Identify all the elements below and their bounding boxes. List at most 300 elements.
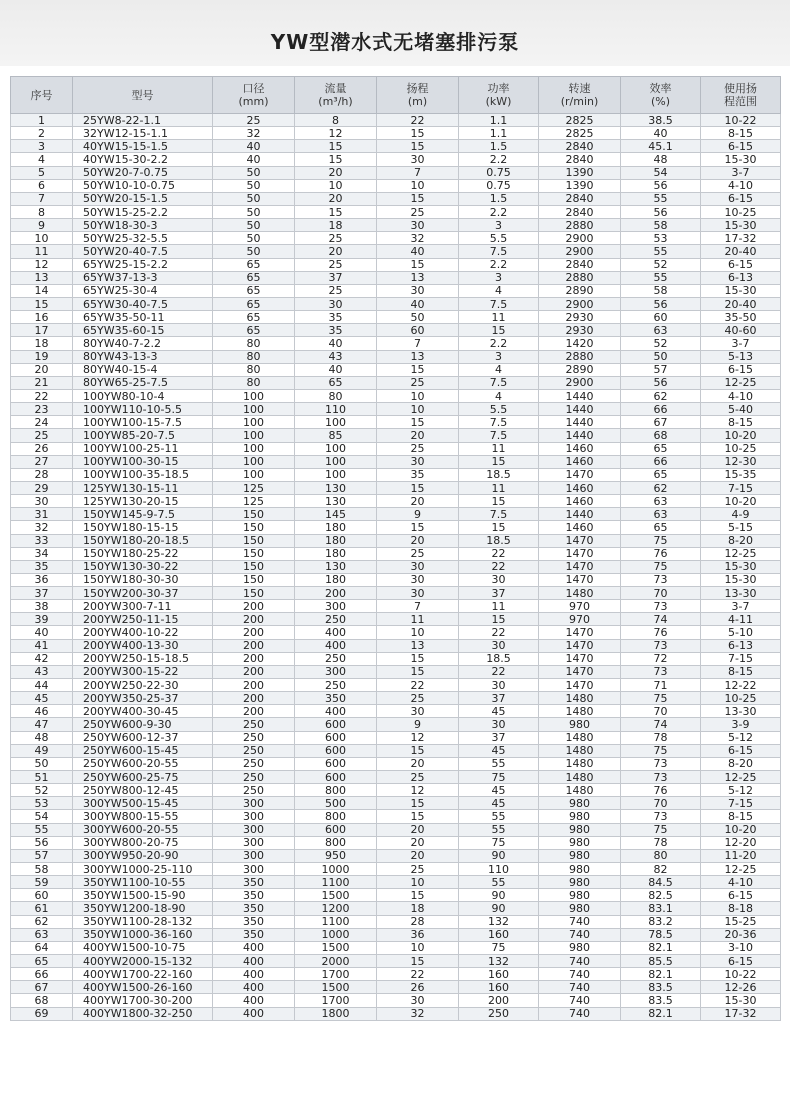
table-row	[11, 849, 781, 862]
cell-efficiency: 70	[621, 797, 701, 810]
cell-efficiency: 83.5	[621, 981, 701, 994]
cell-diameter: 400	[213, 968, 295, 981]
cell-diameter: 350	[213, 928, 295, 941]
cell-speed: 1480	[539, 744, 621, 757]
cell-diameter: 125	[213, 481, 295, 494]
table-row	[11, 245, 781, 258]
cell-speed: 2900	[539, 245, 621, 258]
cell-head: 13	[377, 271, 459, 284]
cell-efficiency: 82.1	[621, 968, 701, 981]
cell-power: 4	[459, 363, 539, 376]
cell-diameter: 100	[213, 403, 295, 416]
cell-head: 20	[377, 429, 459, 442]
cell-head-range: 10-25	[701, 692, 781, 705]
cell-flow: 100	[295, 442, 377, 455]
table-row	[11, 337, 781, 350]
table-row	[11, 626, 781, 639]
table-row	[11, 311, 781, 324]
cell-efficiency: 73	[621, 665, 701, 678]
cell-index: 67	[11, 981, 73, 994]
cell-head-range: 40-60	[701, 324, 781, 337]
table-row	[11, 324, 781, 337]
cell-head: 30	[377, 994, 459, 1007]
cell-diameter: 100	[213, 429, 295, 442]
cell-head: 20	[377, 534, 459, 547]
cell-model: 100YW100-15-7.5	[73, 416, 213, 429]
cell-efficiency: 82.1	[621, 1007, 701, 1020]
cell-speed: 2880	[539, 271, 621, 284]
cell-diameter: 65	[213, 271, 295, 284]
cell-head: 25	[377, 771, 459, 784]
cell-model: 65YW35-50-11	[73, 311, 213, 324]
table-row	[11, 403, 781, 416]
cell-efficiency: 73	[621, 600, 701, 613]
cell-head-range: 3-7	[701, 600, 781, 613]
cell-power: 55	[459, 810, 539, 823]
cell-efficiency: 63	[621, 324, 701, 337]
cell-head: 10	[377, 389, 459, 402]
cell-model: 200YW250-15-18.5	[73, 652, 213, 665]
header-col-model: 型号	[73, 77, 213, 114]
cell-head: 15	[377, 363, 459, 376]
cell-head: 25	[377, 442, 459, 455]
cell-head: 10	[377, 403, 459, 416]
cell-head-range: 8-15	[701, 665, 781, 678]
cell-head: 20	[377, 836, 459, 849]
table-row	[11, 573, 781, 586]
cell-head-range: 5-12	[701, 784, 781, 797]
cell-model: 300YW500-15-45	[73, 797, 213, 810]
cell-model: 65YW35-60-15	[73, 324, 213, 337]
cell-index: 47	[11, 718, 73, 731]
cell-efficiency: 84.5	[621, 876, 701, 889]
cell-model: 50YW10-10-0.75	[73, 179, 213, 192]
cell-head-range: 6-15	[701, 363, 781, 376]
cell-power: 75	[459, 836, 539, 849]
cell-flow: 1500	[295, 889, 377, 902]
table-row	[11, 652, 781, 665]
cell-head: 35	[377, 468, 459, 481]
cell-head: 40	[377, 245, 459, 258]
cell-head: 7	[377, 337, 459, 350]
cell-speed: 1390	[539, 166, 621, 179]
cell-flow: 30	[295, 297, 377, 310]
cell-head-range: 10-25	[701, 205, 781, 218]
table-row	[11, 429, 781, 442]
cell-model: 100YW100-25-11	[73, 442, 213, 455]
table-row	[11, 508, 781, 521]
cell-model: 150YW200-30-37	[73, 587, 213, 600]
cell-speed: 1460	[539, 442, 621, 455]
table-row	[11, 416, 781, 429]
cell-head-range: 13-30	[701, 705, 781, 718]
cell-efficiency: 73	[621, 757, 701, 770]
table-row	[11, 521, 781, 534]
cell-flow: 800	[295, 810, 377, 823]
cell-power: 7.5	[459, 508, 539, 521]
table-row	[11, 389, 781, 402]
cell-speed: 1470	[539, 665, 621, 678]
cell-speed: 2880	[539, 219, 621, 232]
table-row	[11, 1007, 781, 1020]
cell-efficiency: 82.5	[621, 889, 701, 902]
cell-model: 40YW15-15-1.5	[73, 140, 213, 153]
cell-speed: 2900	[539, 376, 621, 389]
cell-head: 20	[377, 757, 459, 770]
cell-diameter: 150	[213, 534, 295, 547]
cell-index: 54	[11, 810, 73, 823]
cell-head-range: 15-35	[701, 468, 781, 481]
cell-head: 20	[377, 495, 459, 508]
cell-diameter: 350	[213, 915, 295, 928]
cell-diameter: 150	[213, 508, 295, 521]
cell-speed: 980	[539, 902, 621, 915]
cell-head-range: 10-20	[701, 429, 781, 442]
cell-efficiency: 55	[621, 271, 701, 284]
cell-flow: 1200	[295, 902, 377, 915]
cell-flow: 1000	[295, 928, 377, 941]
cell-flow: 180	[295, 534, 377, 547]
cell-diameter: 300	[213, 836, 295, 849]
cell-efficiency: 70	[621, 705, 701, 718]
header-col-flow: 流量 (m³/h)	[295, 77, 377, 114]
cell-efficiency: 50	[621, 350, 701, 363]
cell-diameter: 100	[213, 442, 295, 455]
cell-diameter: 50	[213, 192, 295, 205]
cell-index: 13	[11, 271, 73, 284]
cell-head-range: 5-12	[701, 731, 781, 744]
cell-flow: 250	[295, 679, 377, 692]
cell-index: 3	[11, 140, 73, 153]
cell-flow: 600	[295, 823, 377, 836]
cell-power: 7.5	[459, 416, 539, 429]
cell-model: 200YW300-15-22	[73, 665, 213, 678]
cell-head: 12	[377, 784, 459, 797]
cell-diameter: 250	[213, 718, 295, 731]
cell-head: 13	[377, 350, 459, 363]
cell-speed: 980	[539, 836, 621, 849]
table-row	[11, 468, 781, 481]
cell-flow: 85	[295, 429, 377, 442]
cell-head-range: 7-15	[701, 797, 781, 810]
cell-efficiency: 78	[621, 836, 701, 849]
cell-index: 64	[11, 941, 73, 954]
cell-head: 15	[377, 955, 459, 968]
cell-index: 42	[11, 652, 73, 665]
cell-flow: 40	[295, 337, 377, 350]
cell-power: 37	[459, 692, 539, 705]
cell-model: 32YW12-15-1.1	[73, 127, 213, 140]
cell-efficiency: 68	[621, 429, 701, 442]
table-row	[11, 692, 781, 705]
table-row	[11, 928, 781, 941]
table-row	[11, 350, 781, 363]
cell-head: 12	[377, 731, 459, 744]
cell-flow: 10	[295, 179, 377, 192]
cell-speed: 1440	[539, 389, 621, 402]
cell-index: 5	[11, 166, 73, 179]
cell-index: 41	[11, 639, 73, 652]
cell-power: 15	[459, 521, 539, 534]
cell-speed: 740	[539, 915, 621, 928]
cell-model: 80YW43-13-3	[73, 350, 213, 363]
cell-head-range: 8-18	[701, 902, 781, 915]
cell-power: 2.2	[459, 153, 539, 166]
cell-model: 350YW1100-28-132	[73, 915, 213, 928]
cell-power: 1.1	[459, 127, 539, 140]
cell-power: 160	[459, 928, 539, 941]
cell-head-range: 8-20	[701, 757, 781, 770]
cell-flow: 130	[295, 495, 377, 508]
cell-head-range: 10-22	[701, 968, 781, 981]
cell-efficiency: 73	[621, 810, 701, 823]
cell-head: 10	[377, 876, 459, 889]
cell-diameter: 40	[213, 140, 295, 153]
cell-speed: 1470	[539, 468, 621, 481]
cell-model: 400YW2000-15-132	[73, 955, 213, 968]
cell-flow: 100	[295, 468, 377, 481]
cell-diameter: 250	[213, 784, 295, 797]
cell-diameter: 65	[213, 297, 295, 310]
cell-speed: 2890	[539, 284, 621, 297]
table-row	[11, 140, 781, 153]
cell-model: 150YW180-20-18.5	[73, 534, 213, 547]
cell-head: 20	[377, 849, 459, 862]
cell-flow: 100	[295, 416, 377, 429]
cell-flow: 400	[295, 639, 377, 652]
cell-speed: 1440	[539, 508, 621, 521]
cell-head: 7	[377, 166, 459, 179]
cell-model: 150YW180-30-30	[73, 573, 213, 586]
cell-head-range: 15-30	[701, 153, 781, 166]
cell-speed: 980	[539, 810, 621, 823]
cell-head-range: 6-15	[701, 955, 781, 968]
cell-efficiency: 75	[621, 744, 701, 757]
cell-diameter: 32	[213, 127, 295, 140]
cell-flow: 600	[295, 771, 377, 784]
table-row	[11, 600, 781, 613]
cell-speed: 1460	[539, 481, 621, 494]
cell-head: 15	[377, 665, 459, 678]
table-row	[11, 284, 781, 297]
cell-index: 21	[11, 376, 73, 389]
cell-index: 52	[11, 784, 73, 797]
table-row	[11, 481, 781, 494]
cell-power: 45	[459, 784, 539, 797]
cell-diameter: 250	[213, 771, 295, 784]
cell-model: 150YW180-25-22	[73, 547, 213, 560]
cell-model: 300YW800-15-55	[73, 810, 213, 823]
cell-index: 38	[11, 600, 73, 613]
cell-head-range: 12-25	[701, 771, 781, 784]
cell-power: 132	[459, 915, 539, 928]
cell-head-range: 3-7	[701, 166, 781, 179]
cell-head: 40	[377, 297, 459, 310]
cell-speed: 1480	[539, 771, 621, 784]
cell-power: 160	[459, 981, 539, 994]
cell-diameter: 250	[213, 757, 295, 770]
cell-efficiency: 63	[621, 508, 701, 521]
cell-efficiency: 76	[621, 547, 701, 560]
cell-efficiency: 73	[621, 573, 701, 586]
cell-model: 65YW25-15-2.2	[73, 258, 213, 271]
cell-index: 68	[11, 994, 73, 1007]
table-header-row	[11, 77, 781, 114]
cell-index: 63	[11, 928, 73, 941]
cell-head-range: 5-15	[701, 521, 781, 534]
cell-head-range: 12-30	[701, 455, 781, 468]
cell-flow: 300	[295, 600, 377, 613]
cell-head-range: 11-20	[701, 849, 781, 862]
cell-efficiency: 70	[621, 587, 701, 600]
table-row	[11, 889, 781, 902]
cell-speed: 980	[539, 876, 621, 889]
cell-power: 15	[459, 324, 539, 337]
cell-speed: 1470	[539, 534, 621, 547]
cell-model: 300YW800-20-75	[73, 836, 213, 849]
table-row	[11, 639, 781, 652]
cell-diameter: 250	[213, 731, 295, 744]
cell-model: 25YW8-22-1.1	[73, 114, 213, 127]
cell-head: 22	[377, 679, 459, 692]
table-row	[11, 823, 781, 836]
cell-index: 56	[11, 836, 73, 849]
cell-flow: 1100	[295, 876, 377, 889]
table-row	[11, 271, 781, 284]
table-body	[11, 114, 781, 1021]
cell-index: 24	[11, 416, 73, 429]
cell-power: 30	[459, 573, 539, 586]
cell-power: 2.2	[459, 258, 539, 271]
cell-index: 43	[11, 665, 73, 678]
cell-index: 17	[11, 324, 73, 337]
cell-index: 45	[11, 692, 73, 705]
cell-diameter: 200	[213, 705, 295, 718]
cell-head-range: 4-10	[701, 179, 781, 192]
table-row	[11, 547, 781, 560]
cell-diameter: 80	[213, 363, 295, 376]
cell-head-range: 3-10	[701, 941, 781, 954]
cell-power: 7.5	[459, 429, 539, 442]
cell-index: 1	[11, 114, 73, 127]
table-row	[11, 560, 781, 573]
cell-index: 8	[11, 205, 73, 218]
cell-diameter: 200	[213, 679, 295, 692]
cell-flow: 1100	[295, 915, 377, 928]
cell-flow: 35	[295, 324, 377, 337]
cell-index: 16	[11, 311, 73, 324]
cell-speed: 1480	[539, 757, 621, 770]
cell-head-range: 8-15	[701, 416, 781, 429]
cell-efficiency: 66	[621, 403, 701, 416]
cell-model: 200YW350-25-37	[73, 692, 213, 705]
table-row	[11, 153, 781, 166]
cell-flow: 40	[295, 363, 377, 376]
cell-efficiency: 56	[621, 205, 701, 218]
cell-speed: 740	[539, 1007, 621, 1020]
cell-model: 100YW110-10-5.5	[73, 403, 213, 416]
cell-head: 25	[377, 205, 459, 218]
cell-head: 10	[377, 626, 459, 639]
table-row	[11, 705, 781, 718]
cell-diameter: 350	[213, 889, 295, 902]
cell-flow: 180	[295, 573, 377, 586]
cell-head-range: 4-11	[701, 613, 781, 626]
cell-index: 33	[11, 534, 73, 547]
cell-head-range: 15-30	[701, 284, 781, 297]
cell-index: 40	[11, 626, 73, 639]
cell-model: 300YW950-20-90	[73, 849, 213, 862]
cell-head-range: 6-15	[701, 744, 781, 757]
cell-efficiency: 76	[621, 626, 701, 639]
cell-head-range: 7-15	[701, 652, 781, 665]
cell-efficiency: 71	[621, 679, 701, 692]
cell-model: 400YW1700-22-160	[73, 968, 213, 981]
cell-head: 15	[377, 481, 459, 494]
cell-efficiency: 56	[621, 179, 701, 192]
cell-power: 22	[459, 547, 539, 560]
cell-diameter: 80	[213, 376, 295, 389]
cell-model: 200YW250-11-15	[73, 613, 213, 626]
cell-power: 11	[459, 442, 539, 455]
cell-model: 100YW100-30-15	[73, 455, 213, 468]
table-row	[11, 902, 781, 915]
cell-diameter: 150	[213, 521, 295, 534]
cell-efficiency: 45.1	[621, 140, 701, 153]
cell-index: 44	[11, 679, 73, 692]
cell-head-range: 12-26	[701, 981, 781, 994]
cell-power: 160	[459, 968, 539, 981]
cell-power: 37	[459, 587, 539, 600]
cell-model: 400YW1500-26-160	[73, 981, 213, 994]
cell-head: 9	[377, 508, 459, 521]
cell-model: 80YW40-15-4	[73, 363, 213, 376]
cell-index: 6	[11, 179, 73, 192]
cell-flow: 2000	[295, 955, 377, 968]
cell-head-range: 12-22	[701, 679, 781, 692]
cell-head: 18	[377, 902, 459, 915]
cell-efficiency: 52	[621, 337, 701, 350]
cell-speed: 2825	[539, 127, 621, 140]
cell-power: 37	[459, 731, 539, 744]
cell-power: 90	[459, 849, 539, 862]
cell-model: 65YW37-13-3	[73, 271, 213, 284]
cell-index: 18	[11, 337, 73, 350]
cell-power: 110	[459, 863, 539, 876]
cell-model: 350YW1200-18-90	[73, 902, 213, 915]
cell-speed: 740	[539, 994, 621, 1007]
cell-model: 50YW20-7-0.75	[73, 166, 213, 179]
cell-head-range: 10-25	[701, 442, 781, 455]
cell-head: 30	[377, 560, 459, 573]
cell-head: 15	[377, 521, 459, 534]
cell-flow: 180	[295, 521, 377, 534]
cell-model: 300YW1000-25-110	[73, 863, 213, 876]
cell-efficiency: 82.1	[621, 941, 701, 954]
cell-efficiency: 52	[621, 258, 701, 271]
table-row	[11, 192, 781, 205]
cell-power: 4	[459, 284, 539, 297]
cell-model: 250YW600-15-45	[73, 744, 213, 757]
cell-power: 45	[459, 705, 539, 718]
cell-diameter: 400	[213, 1007, 295, 1020]
cell-model: 250YW600-12-37	[73, 731, 213, 744]
cell-model: 150YW180-15-15	[73, 521, 213, 534]
cell-head-range: 6-15	[701, 140, 781, 153]
cell-speed: 740	[539, 928, 621, 941]
cell-head-range: 8-15	[701, 127, 781, 140]
cell-power: 22	[459, 665, 539, 678]
